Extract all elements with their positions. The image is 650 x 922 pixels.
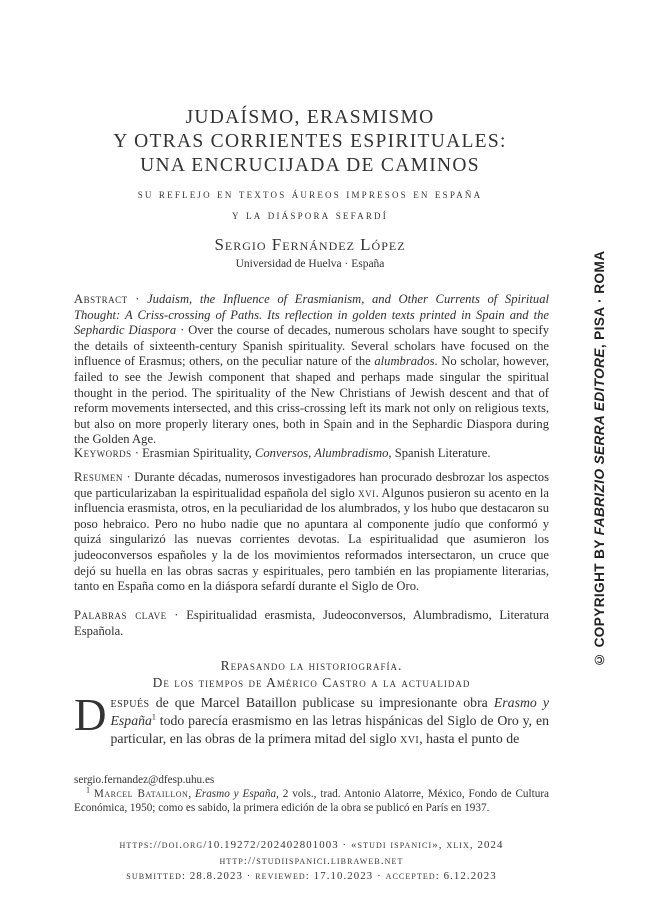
footnote-number: 1: [86, 785, 90, 795]
drop-cap: D: [74, 690, 107, 740]
palabras-text: Espiritualidad erasmista, Judeoconversos, Alumbradismo, Literatura Española.: [74, 608, 549, 638]
abstract-text-2: . No scholar, however, failed to see the Jewish component that shaped and perhaps made singular the spiritual thought in the period. The spirituality of the New Christians of Jewish descent and that of reform movements intersected, and this criss-crossing left its mark not only on religious texts, but also on more properly literary ones, both in Spain and in the Sephardic Diaspora during the Golden Age.: [74, 354, 550, 447]
title-line-3: UNA ENCRUCIJADA DE CAMINOS: [140, 155, 480, 176]
copyright-suffix: , PISA · ROMA: [592, 250, 607, 349]
subtitle-line-2: y la diáspora sefardí: [232, 208, 388, 222]
author-affiliation: Universidad de Huelva · España: [235, 258, 385, 270]
subtitle-line-1: su reflejo en textos áureos impresos en españa: [137, 187, 483, 201]
abstract-separator-2: ·: [176, 323, 189, 338]
resumen-separator: ·: [122, 470, 135, 484]
body-text-3: , hasta el punto de: [419, 731, 520, 746]
footnote-ref[interactable]: 1: [151, 712, 156, 722]
author-name: Sergio Fernández López: [214, 235, 406, 254]
footnote-text: , 2 vols., trad. Antonio Alatorre, México, Fondo de Cultura Económica, 1950; como es sabido, la primera edición de la obra se publicó en París en 1937.: [74, 787, 550, 814]
section-heading: [74, 657, 549, 691]
abstract-label: Abstract: [74, 292, 128, 306]
abstract-english-title: Judaism, the Influence of Erasmianism, and Other Currents of Spiritual Thought: A Criss-crossing of Paths. Its reflection in golden texts printed in Spain and the Sephardic Diaspora: [74, 292, 549, 338]
copyright-publisher: FABRIZIO SERRA EDITORE: [592, 348, 607, 536]
footer-doi[interactable]: https://doi.org/10.19272/202402801003 · «studi ispanici», xlix, 2024: [119, 839, 504, 851]
abstract-text-1: Over the course of decades, numerous scholars have sought to specify the details of sixteenth-century Spanish spirituality. Several scholars have focused on the influence of Erasmus; others, on the peculiar nature of the: [74, 323, 549, 369]
page-footer: [74, 838, 549, 885]
article-title: [60, 106, 560, 178]
section-heading-line-1: Repasando la historiografía.: [220, 658, 403, 673]
article-subtitle: [60, 184, 560, 226]
palabras-label: Palabras clave: [74, 608, 167, 622]
keywords-text-2: , Spanish Literature.: [388, 446, 491, 460]
keywords-label: Keywords: [74, 446, 132, 460]
keywords-text-1: Erasmian Spirituality,: [142, 446, 255, 460]
footnote-title: Erasmo y España: [195, 787, 277, 800]
body-lead: espués: [110, 695, 150, 710]
resumen-century: xvi: [358, 485, 376, 500]
resumen-text-1: Durante décadas, numerosos investigadores han procurado desbrozar los aspectos que particularizaban la espiritualidad española del siglo: [74, 470, 549, 500]
keywords: [74, 446, 549, 462]
abstract-italic-term: alumbrados: [374, 354, 435, 369]
palabras-clave: [74, 608, 549, 639]
abstract-separator: ·: [127, 292, 148, 306]
abstract: [74, 292, 549, 448]
body-text-2: todo parecía erasmismo en las letras hispánicas del Siglo de Oro y, en particular, en las obras de la primera mitad del siglo: [110, 713, 549, 746]
body-book-title: Erasmo y España: [110, 695, 549, 728]
keywords-separator: ·: [131, 446, 143, 460]
section-heading-line-2: De los tiempos de Américo Castro a la actualidad: [152, 675, 471, 690]
footnote-sep: ,: [188, 787, 195, 800]
footnotes: [74, 774, 549, 815]
resumen: [74, 470, 549, 595]
body-century: xvi: [399, 731, 420, 746]
body-paragraph: [74, 690, 549, 748]
body-text-1: de que Marcel Bataillon publicase su impresionante obra: [149, 695, 494, 710]
keywords-italic: Conversos, Alumbradismo: [254, 446, 389, 460]
copyright-notice: [592, 228, 614, 690]
resumen-text-2: . Algunos pusieron su acento en la influencia erasmista, otros, en la peculiaridad de los alumbrados, y los hubo que destacaron su poso hebraico. Pero no hubo nadie que no apuntara al componente judío que conformó y quizá singularizó las nuevas corrientes devotas. La espiritualidad que asumieron los judeoconversos españoles y la de los movimientos reformados intersectaron, un cruce que dejó su huella en las obras sacras y espirituales, pero también en las propiamente literarias, tanto en España como en la diáspora sefardí durante el Siglo de Oro.: [74, 485, 550, 594]
footnote-author: Marcel Bataillon: [93, 787, 189, 800]
footnote-1: [74, 785, 550, 816]
palabras-separator: ·: [166, 608, 187, 622]
resumen-label: Resumen: [74, 470, 123, 484]
copyright-prefix: © COPYRIGHT BY: [592, 535, 607, 668]
title-line-2: Y OTRAS CORRIENTES ESPIRITUALES:: [113, 131, 507, 152]
footer-dates: submitted: 28.8.2023 · reviewed: 17.10.2023 · accepted: 6.12.2023: [126, 870, 497, 882]
title-line-1: JUDAÍSMO, ERASMISMO: [185, 107, 435, 128]
footer-url[interactable]: http://studiispanici.libraweb.net: [219, 854, 404, 867]
author-email[interactable]: sergio.fernandez@dfesp.uhu.es: [74, 774, 215, 786]
